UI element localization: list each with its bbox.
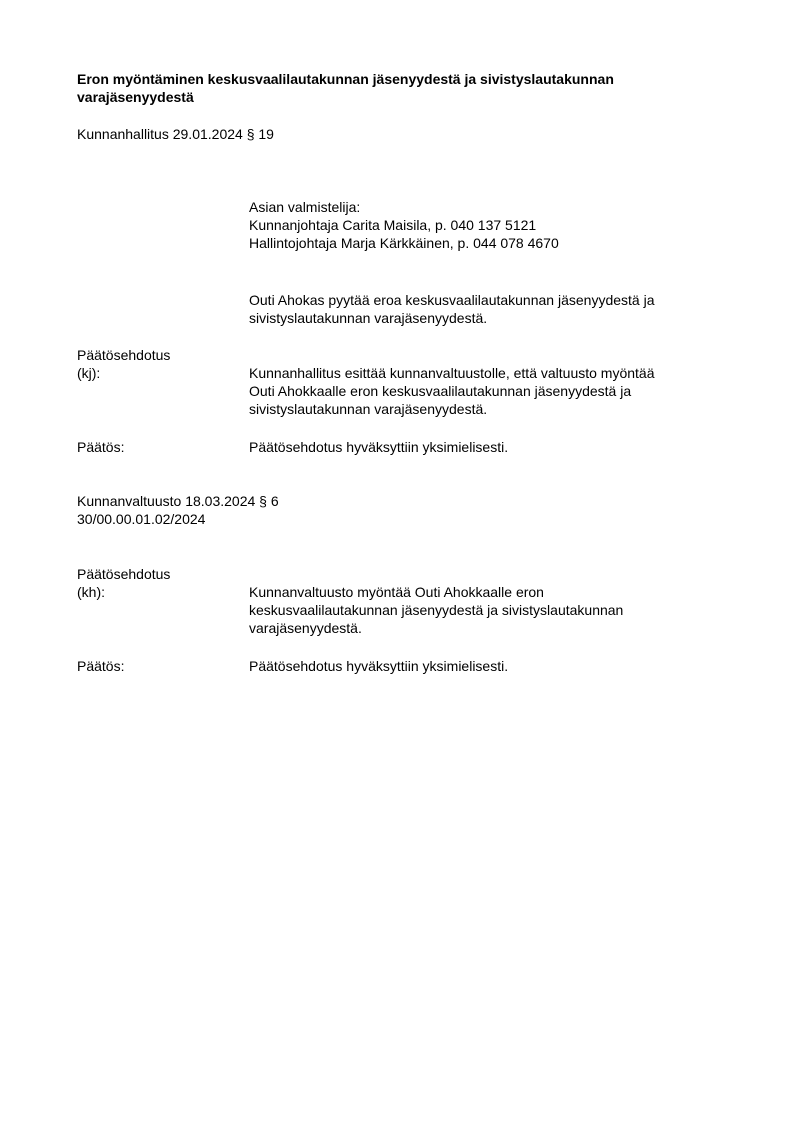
proposal2-text-line-2: keskusvaalilautakunnan jäsenyydestä ja sivistyslautakunnan: [249, 602, 624, 618]
meeting1-header: Kunnanhallitus 29.01.2024 § 19: [77, 126, 274, 142]
meeting1-body-line-1: Outi Ahokas pyytää eroa keskusvaalilautakunnan jäsenyydestä ja: [249, 292, 655, 308]
meeting1-proposal-text: [249, 364, 655, 418]
document-title: [77, 70, 717, 106]
proposal2-text-line-1: Kunnanvaltuusto myöntää Outi Ahokkaalle eron: [249, 584, 544, 600]
preparer-1: Kunnanjohtaja Carita Maisila, p. 040 137 5121: [249, 217, 537, 233]
preparer-2: Hallintojohtaja Marja Kärkkäinen, p. 044 078 4670: [249, 235, 559, 251]
meeting2-proposal-label: [77, 565, 170, 601]
proposal-text-line-3: sivistyslautakunnan varajäsenyydestä.: [249, 401, 488, 417]
title-line-1: Eron myöntäminen keskusvaalilautakunnan jäsenyydestä ja sivistyslautakunnan: [77, 71, 614, 87]
title-line-2: varajäsenyydestä: [77, 89, 194, 105]
meeting1-decision-text: Päätösehdotus hyväksyttiin yksimielisesti.: [249, 439, 509, 455]
meeting1-body: [249, 291, 654, 327]
proposal-label-line-2: (kj):: [77, 365, 101, 381]
proposal2-text-line-3: varajäsenyydestä.: [249, 620, 362, 636]
meeting1-proposal-label: [77, 346, 170, 382]
meeting2-decision-label: Päätös:: [77, 658, 125, 674]
preparer-block: [249, 198, 559, 252]
meeting1-decision-label: Päätös:: [77, 439, 125, 455]
preparer-label: Asian valmistelija:: [249, 199, 361, 215]
meeting2-decision-text: Päätösehdotus hyväksyttiin yksimielisesti.: [249, 658, 509, 674]
proposal2-label-line-2: (kh):: [77, 584, 105, 600]
meeting2-proposal-text: [249, 583, 623, 637]
proposal2-label-line-1: Päätösehdotus: [77, 566, 171, 582]
meeting2-header-block: [77, 492, 279, 528]
proposal-text-line-2: Outi Ahokkaalle eron keskusvaalilautakunnan jäsenyydestä ja: [249, 383, 632, 399]
meeting2-header: Kunnanvaltuusto 18.03.2024 § 6: [77, 493, 279, 509]
proposal-label-line-1: Päätösehdotus: [77, 347, 171, 363]
proposal-text-line-1: Kunnanhallitus esittää kunnanvaltuustolle, että valtuusto myöntää: [249, 365, 655, 381]
meeting2-ref: 30/00.00.01.02/2024: [77, 511, 206, 527]
meeting1-body-line-2: sivistyslautakunnan varajäsenyydestä.: [249, 310, 488, 326]
